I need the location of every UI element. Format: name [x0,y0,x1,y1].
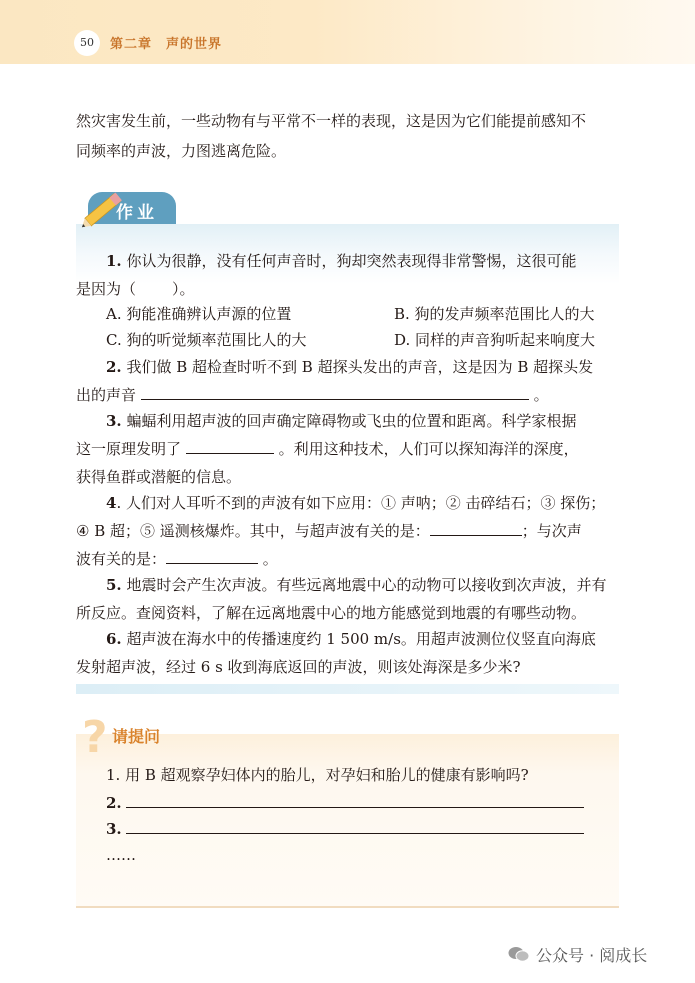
ask-q3-number: 3. [106,820,122,838]
wechat-icon [508,946,530,962]
hw-q4-text-2b: ；与次声 [521,522,582,540]
hw-q4-line-1 [106,488,605,518]
hw-q2-text-2: 出的声音 [76,386,137,404]
ask-question-title: 请提问 [112,727,161,746]
intro-line-2: 同频率的声波，力图逃离危险。 [76,142,287,160]
hw-q3-line-2 [76,434,579,464]
hw-q1-option-d: D. 同样的声音狗听起来响度大 [394,331,596,349]
watermark-text: 公众号 · 阅成长 [536,946,648,965]
hw-q3-blank[interactable] [186,435,274,454]
hw-q6-line-1 [106,624,596,654]
ask-q3-blank[interactable] [126,815,584,834]
hw-q4-period: 。 [262,550,278,568]
question-mark-icon: ? [82,712,108,763]
ask-q2-number: 2. [106,794,122,812]
intro-line-1: 然灾害发生前，一些动物有与平常不一样的表现，这是因为它们能提前感知不 [76,112,587,130]
hw-q4-text-2a: ④ B 超；⑤ 遥测核爆炸。其中，与超声波有关的是： [76,522,430,540]
hw-q2-line-1 [106,352,593,382]
hw-q6-line-2: 发射超声波，经过 6 s 收到海底返回的声波，则该处海深是多少米? [76,658,521,676]
ask-q3-line [106,814,584,844]
ask-ellipsis: …… [106,846,136,864]
hw-q5-line-2: 所反应。查阅资料，了解在远离地震中心的地方能感觉到地震的有哪些动物。 [76,604,587,622]
hw-q1-line-1 [106,246,576,276]
page-header [0,0,695,64]
hw-q1-option-c: C. 狗的听觉频率范围比人的大 [106,331,307,349]
hw-q3-text-2b: 。利用这种技术，人们可以探知海洋的深度， [278,440,579,458]
hw-q5-number: 5. [106,576,122,594]
hw-q3-line-3: 获得鱼群或潜艇的信息。 [76,468,242,486]
chapter-title: 第二章 声的世界 [110,37,223,52]
hw-q6-text: 超声波在海水中的传播速度约 1 500 m/s。用超声波测位仪竖直向海底 [126,630,596,648]
hw-q2-blank[interactable] [141,381,529,400]
hw-q1-paren-open: 是因为（ [76,280,137,298]
ask-q2-blank[interactable] [126,789,584,808]
hw-q2-period: 。 [533,386,549,404]
hw-q4-blank-infrasound[interactable] [166,545,258,564]
hw-q5-line-1 [106,570,606,600]
homework-title: 作业 [116,203,158,223]
hw-q1-paren-close: ）。 [172,280,195,298]
hw-q1-line-2 [76,274,195,304]
hw-q1-option-a: A. 狗能准确辨认声源的位置 [106,305,292,323]
hw-q1-number: 1. [106,252,122,270]
hw-q2-text: 我们做 B 超检查时听不到 B 超探头发出的声音，这是因为 B 超探头发 [126,358,594,376]
ask-q1: 1. 用 B 超观察孕妇体内的胎儿，对孕妇和胎儿的健康有影响吗? [106,766,529,784]
hw-q3-text-2a: 这一原理发明了 [76,440,182,458]
page-number: 50 [74,30,100,56]
homework-section-divider [76,684,619,694]
hw-q1-text: 你认为很静，没有任何声音时，狗却突然表现得非常警惕，这很可能 [126,252,577,270]
hw-q5-text: 地震时会产生次声波。有些远离地震中心的动物可以接收到次声波，并有 [126,576,607,594]
hw-q4-line-2 [76,516,582,546]
hw-q4-number: 4 [106,494,117,512]
hw-q6-number: 6. [106,630,122,648]
hw-q3-line-1 [106,406,576,436]
hw-q4-text-3a: 波有关的是： [76,550,167,568]
hw-q3-number: 3. [106,412,122,430]
hw-q1-option-b: B. 狗的发声频率范围比人的大 [394,305,595,323]
hw-q4-text: . 人们对人耳听不到的声波有如下应用：① 声呐；② 击碎结石；③ 探伤； [116,494,606,512]
hw-q3-text: 蝙蝠利用超声波的回声确定障碍物或飞虫的位置和距离。科学家根据 [126,412,577,430]
hw-q2-number: 2. [106,358,122,376]
hw-q4-blank-ultrasound[interactable] [430,517,522,536]
